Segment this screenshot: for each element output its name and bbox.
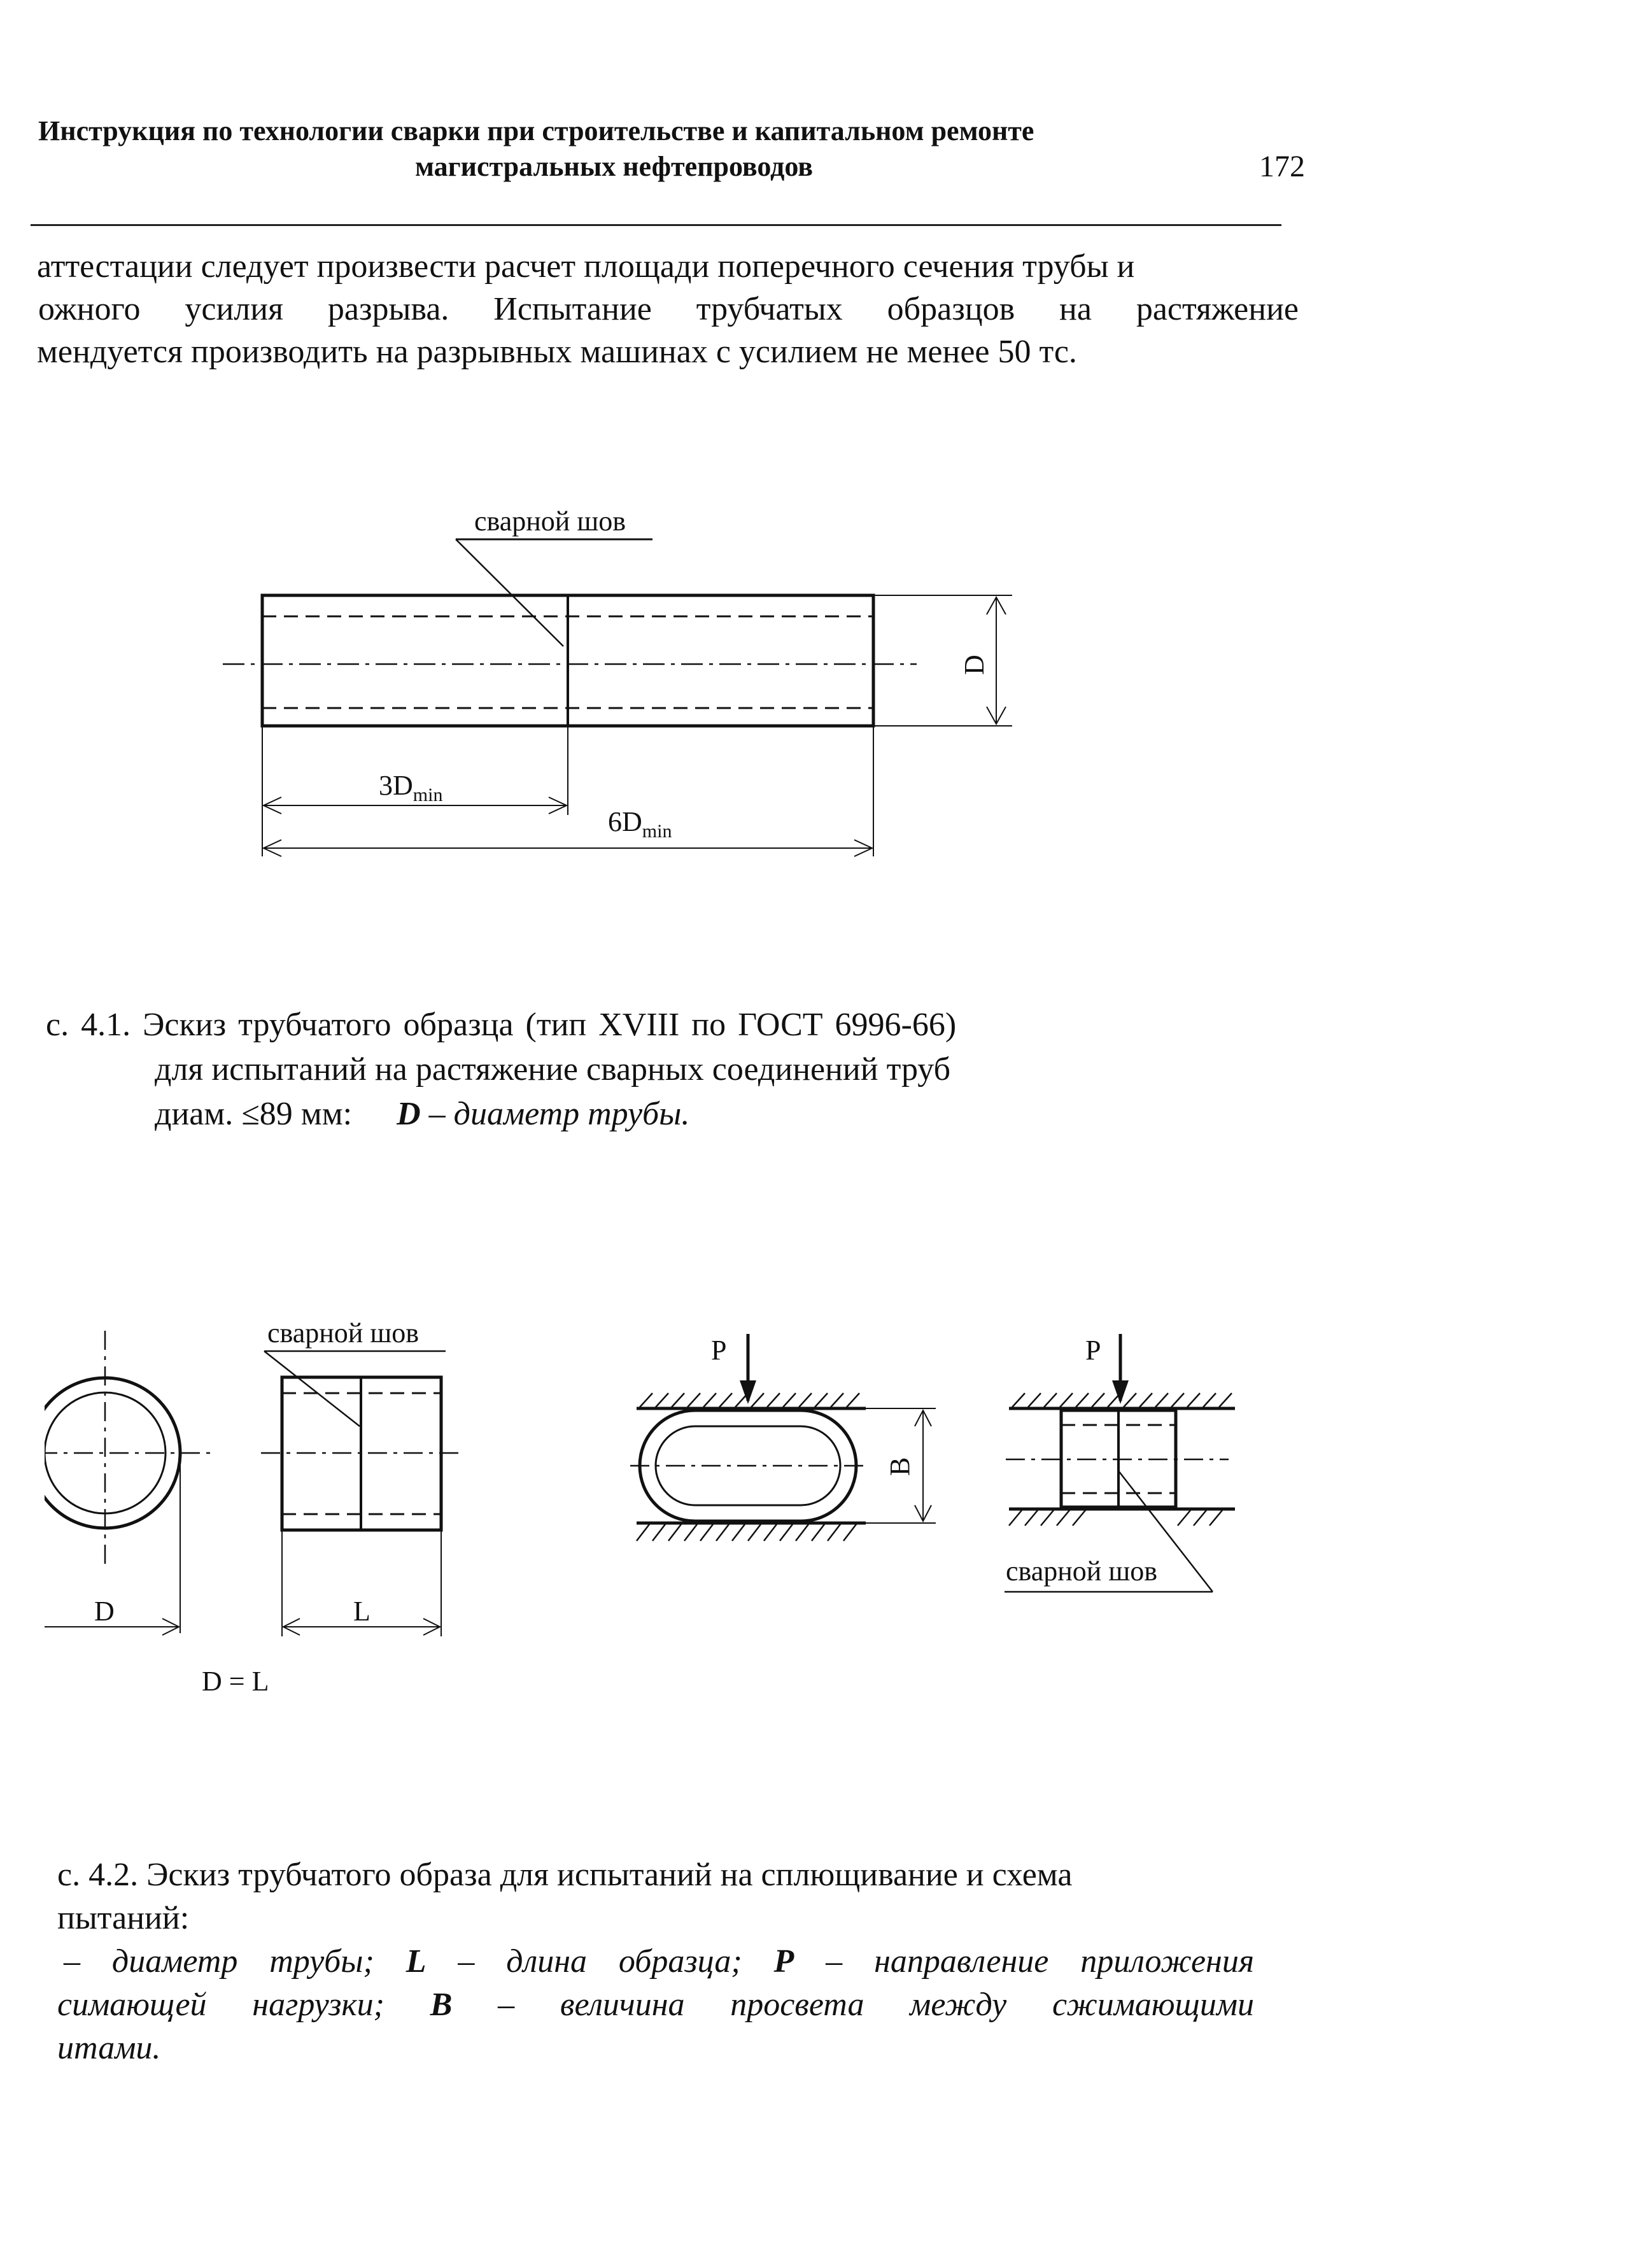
figure-4-2-flattening (0, 1299, 1629, 1706)
fig2-weld-label-left: сварной шов (267, 1317, 420, 1349)
header-rule (31, 224, 1281, 226)
body-line-2: ожного усилия разрыва. Испытание трубчатых образцов на растяжение (38, 291, 1299, 327)
fig2-flattening-side-view (1005, 1334, 1235, 1592)
fig1-dim-d-label: D (959, 655, 990, 675)
caption-4-1-line1: с. 4.1. Эскиз трубчатого образца (тип XVIII по ГОСТ 6996-66) (46, 1007, 957, 1043)
body-line-1: аттестации следует произвести расчет площади поперечного сечения трубы и (37, 248, 1135, 285)
fig2-dim-d-label: D (94, 1596, 115, 1627)
fig2-eq-label: D = L (202, 1666, 269, 1697)
fig2-flattening-scheme (630, 1334, 936, 1541)
page-number: 172 (1259, 150, 1305, 183)
caption-4-2-line2: пытаний: (57, 1900, 190, 1936)
header-title-line1: Инструкция по технологии сварки при строительстве и капитальном ремонте (38, 115, 1034, 146)
fig2-dim-b-label: B (884, 1457, 915, 1476)
caption-4-1-line2: для испытаний на растяжение сварных соединений труб (155, 1051, 951, 1088)
fig1-weld-leader (456, 539, 563, 646)
fig2-dim-l-label: L (353, 1596, 370, 1627)
fig2-force-label-right: P (1085, 1335, 1101, 1366)
fig2-force-label-left: P (711, 1335, 727, 1366)
fig2-weld-label-right: сварной шов (1006, 1556, 1158, 1587)
caption-4-2-line5: итами. (57, 2030, 161, 2066)
fig1-dim-6d-label: $6D_{min}$ (608, 806, 672, 842)
fig2-specimen-side-view (261, 1317, 465, 1636)
running-header (38, 113, 1305, 185)
header-title-line2: магистральных нефтепроводов (415, 151, 814, 182)
caption-4-2-line1: с. 4.2. Эскиз трубчатого образа для испытаний на сплющивание и схема (57, 1857, 1073, 1893)
fig2-ring-section (30, 1331, 210, 1635)
caption-4-2-line4: симающей нагрузки; B – величина просвета между сжимающими (57, 1987, 1254, 2023)
figure-4-1-tube-specimen (0, 484, 1629, 879)
body-line-3: мендуется производить на разрывных машинах с усилием не менее 50 тс. (37, 334, 1077, 370)
fig1-dim-3d-label: $3D_{min}$ (379, 770, 443, 805)
caption-4-1-line3: диам. ≤89 мм: D – диаметр трубы. (155, 1096, 690, 1132)
fig1-weld-label: сварной шов (474, 506, 626, 537)
caption-4-2-line3: – диаметр трубы; L – длина образца; P – направление приложения (64, 1943, 1254, 1980)
